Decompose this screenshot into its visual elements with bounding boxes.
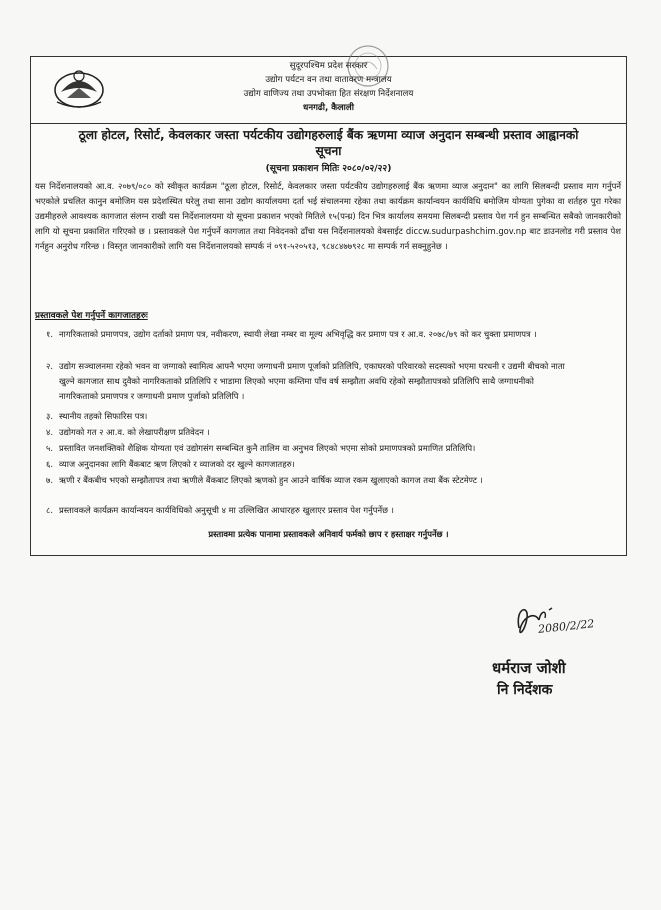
notice-title-suffix: सूचना [315,144,342,158]
publication-date: (सूचना प्रकाशन मितिः २०८०/०२/२२) [265,163,392,174]
header-location: धनगढी, कैलाली [303,103,354,113]
header-divider [31,123,626,124]
signature-requirement-note: प्रस्तावमा प्रत्येक पानामा प्रस्तावकले अनिवार्य फर्मको छाप र हस्ताक्षर गर्नुपर्नेछ । [208,529,449,539]
notice-title: ठूला होटल, रिसोर्ट, केवलकार जस्ता पर्यटकीय उद्योगहरुलाई बैंक ऋणमा व्याज अनुदान सम्बन्धी प्रस्ताव आह्वानको [78,128,579,142]
header-directorate: उद्योग वाणिज्य तथा उपभोक्ता हित संरक्षण निर्देशनालय [243,89,414,99]
signatory-name: धर्मराज जोशी [492,659,566,677]
header-ministry: उद्योग पर्यटन वन तथा वातावरण मन्त्रालय [265,75,392,85]
documents-heading: प्रस्तावकले पेश गर्नुपर्ने कागजातहरुः [35,311,148,321]
notice-document: सुदूरपश्चिम प्रदेश सरकार उद्योग पर्यटन वन तथा वातावरण मन्त्रालय उद्योग वाणिज्य तथा उपभोक्ता हित संरक्षण निर्देशनालय धनगढी, कैलाली ठूला होटल, रिसोर्ट, केवलकार जस्ता पर्यटकीय उद्योगहरुलाई बैंक ऋणमा व्याज अनुदान सम्बन्धी प्रस्ताव आह्वानको सूचना (सूचना प्रकाशन मितिः २०८०/०२/२२) यस निर्देशनालयको आ.व. २०७९/०८० को स्वीकृत कार्यक्रम "ठूला होटल, रिसोर्ट, केवलकार जस्ता पर्यटकीय उद्योगहरुलाई बैंक ऋणमा व्याज अनुदान" का लागि सिलबन्दी प्रस्ताव माग गर्नुपर्ने भएकोले प्रचलित कानुन बमोजिम यस प्रदेशस्थित घरेलु तथा साना उद्योग कार्यालयमा दर्ता भई संचालनमा रहेका तथा कार्यक्रम कार्यान्वयन कार्यविधि बमोजिम योग्यता पुगेका वा शर्तहरु पुरा गरेका उद्यमीहरुले आवश्यक कागजात संलग्न राखी यस निर्देशनालयमा यो सूचना प्रकाशन भएको मितिले १५(पन्ध्र) दिन भित्र कार्यालय समयमा सिलबन्दी प्रस्ताव पेश गर्न हुन सम्बन्धित सबैको जानकारीको लागि यो सूचना प्रकाशित गरिएको छ । प्रस्तावकले पेश गर्नुपर्ने कागजात तथा निवेदनको ढाँचा यस निर्देशनालयको वेबसाईट diccw.sudurpashchim.gov.np बाट डाउनलोड गरी प्रस्ताव पेश गर्नहुन अनुरोध गरिन्छ । विस्तृत जानकारीको लागि यस निर्देशनालयको सम्पर्क नं ०९१-५२०५१३, ९८४८४७७९२८ मा सम्पर्क गर्न सक्नुहुनेछ । प्रस्तावकले पेश गर्नुपर्ने कागजातहरुः १. नागरिकताको प्रमाणपत्र, उद्योग दर्ताको प्रमाण पत्र, नवीकरण, स्थायी लेखा नम्बर वा मूल्य अभिवृद्धि कर प्रमाण पत्र र आ.व. २०७८/७९ को कर चुक्ता प्रमाणपत्र । २. उद्योग सञ्चालनमा रहेको भवन वा जग्गाको स्वामित्व आफ्नै भएमा जग्गाधनी प्रमाण पूर्जाको प्रतिलिपि, एकाघरको परिवारको सदस्यको भएमा घरधनी र उद्यमी बीचको नाता खुल्ने कागजात साथ दुवैको नागरिकताको प्रतिलिपि र भाडामा लिएको भएमा कम्तिमा पाँच वर्ष सम्झौता अवधि रहेको सम्झौतापत्रको प्रतिलिपि साथै जग्गाधनीको नागरिकताको प्रमाणपत्र र जग्गाधनी प्रमाण पुर्जाको प्रतिलिपि । ३. स्थानीय तहको सिफारिस पत्र। ४. उद्योगको गत २ आ.व. को लेखापरीक्षण प्रतिवेदन । ५. प्रस्तावित जनशक्तिको शैक्षिक योग्यता एवं उद्योगसंग सम्बन्धित कुनै तालिम वा अनुभव लिएको भएमा सोको प्रमाणपत्रको प्रमाणित प्रतिलिपि। ६. व्याज अनुदानका लागि बैंकबाट ऋण लिएको र व्याजको दर खुल्ने कागजातहरु। ७. ऋणी र बैंकबीच भएको सम्झौतापत्र तथा ऋणीले बैंकबाट लिएको ऋणको हुन आउने वार्षिक व्याज रकम खुलाएको कागज तथा बैंक स्टेटमेण्ट । ८. प्रस्तावकले कार्यक्रम कार्यान्वयन कार्यविधिको अनुसूची ४ मा उल्लिखित आधारहरु खुलाएर प्रस्ताव पेश गर्नुपर्नेछ । प्रस्तावमा प्रत्येक पानामा प्रस्तावकले अनिवार्य फर्मको छाप र हस्ताक्षर गर्नुपर्नेछ । [30,56,627,556]
header-government: सुदूरपश्चिम प्रदेश सरकार [289,61,368,71]
intro-paragraph: यस निर्देशनालयको आ.व. २०७९/०८० को स्वीकृत कार्यक्रम "ठूला होटल, रिसोर्ट, केवलकार जस्ता पर्यटकीय उद्योगहरुलाई बैंक ऋणमा व्याज अनुदान" का लागि सिलबन्दी प्रस्ताव माग गर्नुपर्ने भएकोले प्रचलित कानुन बमोजिम यस प्रदेशस्थित घरेलु तथा साना उद्योग कार्यालयमा दर्ता भई संचालनमा रहेका तथा कार्यक्रम कार्यान्वयन कार्यविधि बमोजिम योग्यता पुगेका वा शर्तहरु पुरा गरेका उद्यमीहरुले आवश्यक कागजात संलग्न राखी यस निर्देशनालयमा यो सूचना प्रकाशन भएको मितिले १५(पन्ध्र) दिन भित्र कार्यालय समयमा सिलबन्दी प्रस्ताव पेश गर्न हुन सम्बन्धित सबैको जानकारीको लागि यो सूचना प्रकाशित गरिएको छ । प्रस्तावकले पेश गर्नुपर्ने कागजात तथा निवेदनको ढाँचा यस निर्देशनालयको वेबसाईट diccw.sudurpashchim.gov.np बाट डाउनलोड गरी प्रस्ताव पेश गर्नहुन अनुरोध गरिन्छ । विस्तृत जानकारीको लागि यस निर्देशनालयको सम्पर्क नं ०९१-५२०५१३, ९८४८४७७९२८ मा सम्पर्क गर्न सक्नुहुनेछ । [35,181,621,251]
signatory-designation: नि निर्देशक [497,682,553,698]
signature-date: 2080/2/22 [537,617,595,636]
